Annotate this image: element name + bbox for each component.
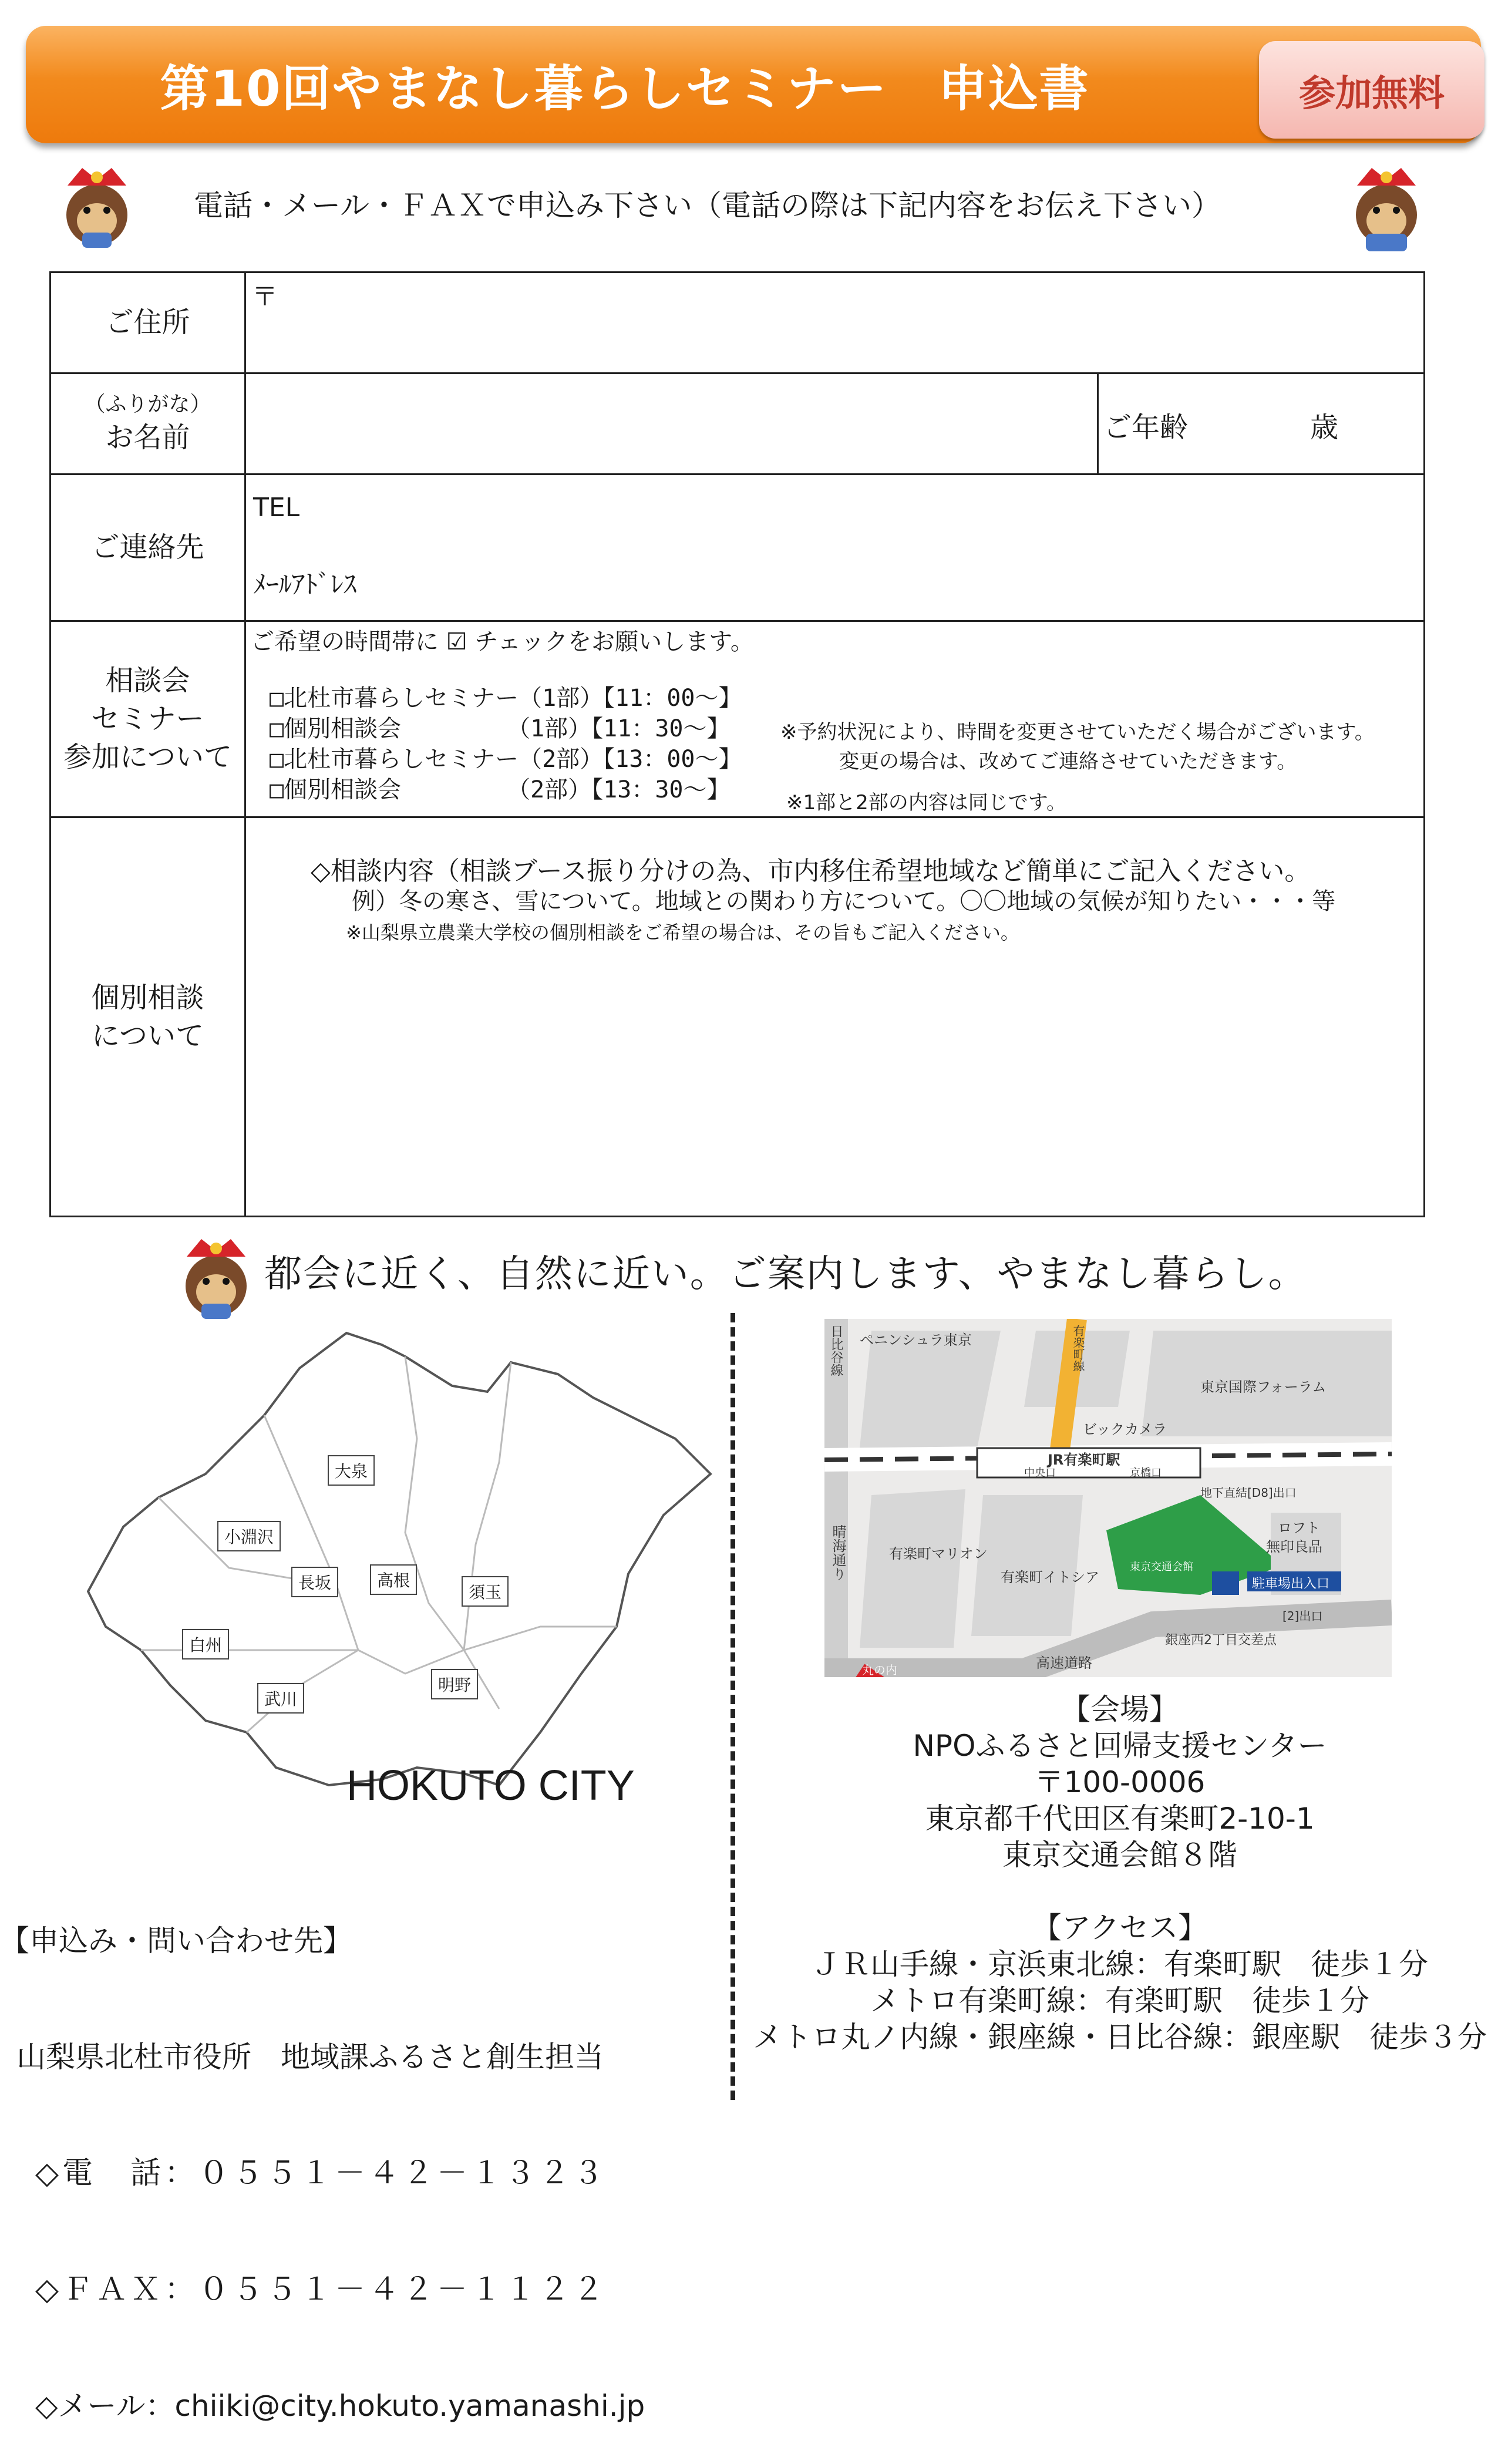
mascot-icon: [1348, 162, 1425, 256]
seminar-label: 相談会 セミナー 参加について: [51, 621, 245, 817]
map-label: [2]出口: [1282, 1609, 1323, 1623]
contact-field[interactable]: [245, 474, 1425, 621]
map-label: ペニンシュラ東京: [860, 1332, 972, 1348]
contact-label: ご連絡先: [51, 474, 245, 621]
mascot-icon: [59, 162, 135, 250]
postal-mark: 〒: [252, 282, 278, 312]
age-unit: 歳: [1310, 411, 1339, 444]
map-label: 有楽町マリオン: [889, 1546, 988, 1562]
age-field[interactable]: [1098, 373, 1425, 474]
consult-example: 例）冬の寒さ、雪について。地域との関わり方について。〇〇地域の気候が知りたい・・・等: [352, 888, 1336, 915]
district-label: 須玉: [462, 1576, 509, 1607]
checkbox-consult-1[interactable]: □個別相談会 （1部）【11：30～】: [270, 715, 731, 742]
map-label: 高速道路: [1036, 1655, 1092, 1671]
district-label: 小淵沢: [217, 1521, 281, 1551]
map-label: 駐車場出入口: [1252, 1577, 1330, 1591]
access-yurakucho-line: メトロ有楽町線：有楽町駅 徒歩１分: [870, 1984, 1369, 2018]
map-label: 地下直結[D8]出口: [1200, 1486, 1297, 1500]
access-jr: ＪＲ山手線・京浜東北線：有楽町駅 徒歩１分: [812, 1947, 1428, 1981]
consult-instruction: ◇相談内容（相談ブース振り分けの為、市内移住希望地域など簡単にご記入ください。: [311, 856, 1311, 886]
change-note: 変更の場合は、改めてご連絡させていただきます。: [839, 750, 1297, 773]
section-divider: [731, 1313, 735, 2100]
map-label: ビックカメラ: [1083, 1421, 1167, 1438]
venue-heading: 【会場】: [1061, 1692, 1179, 1726]
map-label: 晴海通り: [830, 1524, 846, 1581]
application-instruction: 電話・メール・ＦＡＸで申込み下さい（電話の際は下記内容をお伝え下さい）: [194, 188, 1221, 223]
map-label: 銀座西2丁目交差点: [1165, 1633, 1277, 1648]
free-badge: 参加無料: [1259, 41, 1484, 139]
name-label: （ふりがな） お名前: [51, 373, 245, 474]
seminar-instruction: ご希望の時間帯に ☑ チェックをお願いします。: [251, 628, 754, 655]
address-field[interactable]: [245, 272, 1425, 373]
district-label: 大泉: [328, 1455, 375, 1486]
schedule-note: ※予約状況により、時間を変更させていただく場合がございます。: [780, 721, 1375, 744]
district-label: 長坂: [291, 1567, 338, 1597]
age-label: ご年齢: [1103, 411, 1189, 444]
map-label: 中央口: [1024, 1467, 1056, 1479]
checkbox-seminar-2[interactable]: □北杜市暮らしセミナー（2部）【13：00～】: [270, 746, 742, 773]
map-label: JR有楽町駅: [1048, 1452, 1120, 1468]
map-label: 日比谷線: [829, 1325, 843, 1376]
slogan: 都会に近く、自然に近い。ご案内します、やまなし暮らし。: [264, 1253, 1307, 1296]
map-label: 無印良品: [1266, 1539, 1322, 1555]
tel-label: TEL: [253, 493, 300, 523]
venue-postal: 〒100-0006: [1034, 1765, 1206, 1799]
contact-info: [0, 1844, 645, 2464]
page-title: 第10回やまなし暮らしセミナー 申込書: [160, 59, 1090, 117]
contact-office: 山梨県北杜市役所 地域課ふるさと創生担当: [16, 2040, 604, 2074]
district-label: 武川: [257, 1683, 304, 1714]
district-label: 白州: [182, 1629, 229, 1660]
name-field[interactable]: [245, 373, 1098, 474]
application-form: [49, 271, 1423, 1216]
district-label: 明野: [431, 1669, 478, 1699]
venue-name: NPOふるさと回帰支援センター: [913, 1729, 1327, 1763]
consult-label: 個別相談 について: [51, 817, 245, 1217]
venue-address: 東京都千代田区有楽町2-10-1: [925, 1802, 1315, 1836]
hokuto-city-map: [53, 1321, 722, 1791]
header-banner: [26, 26, 1481, 143]
map-label: 東京国際フォーラム: [1200, 1379, 1327, 1395]
access-heading: 【アクセス】: [1032, 1911, 1208, 1945]
consult-field[interactable]: [245, 817, 1425, 1217]
email-label: ﾒｰﾙｱﾄﾞﾚｽ: [253, 570, 356, 600]
college-note: ※山梨県立農業大学校の個別相談をご希望の場合は、その旨もご記入ください。: [346, 921, 1019, 944]
seminar-field: [245, 621, 1425, 817]
contact-heading: 【申込み・問い合わせ先】: [0, 1924, 352, 1958]
contact-phone: ◇電 話：０５５１－４２－１３２３: [35, 2156, 607, 2191]
contact-email[interactable]: ◇メール：chiiki@city.hokuto.yamanashi.jp: [35, 2389, 645, 2423]
map-label: ロフト: [1278, 1520, 1320, 1536]
map-label: 東京交通会館: [1130, 1561, 1193, 1573]
map-label: 有楽町イトシア: [1001, 1569, 1099, 1586]
contact-fax: ◇ＦＡＸ：０５５１－４２－１１２２: [35, 2272, 607, 2307]
venue-building: 東京交通会館８階: [1002, 1838, 1237, 1872]
district-label: 高根: [370, 1564, 417, 1595]
venue-info: [741, 1691, 1498, 2055]
venue-map: [824, 1319, 1392, 1677]
checkbox-consult-2[interactable]: □個別相談会 （2部）【13：30～】: [270, 776, 731, 803]
same-content-note: ※1部と2部の内容は同じです。: [786, 791, 1067, 814]
map-label: 有楽町線: [1071, 1325, 1085, 1372]
checkbox-seminar-1[interactable]: □北杜市暮らしセミナー（1部）【11：00～】: [270, 685, 742, 712]
map-label: 丸の内: [862, 1663, 897, 1677]
address-label: ご住所: [51, 272, 245, 373]
map-label: 京橋口: [1130, 1467, 1162, 1479]
hokuto-city-title: HOKUTO CITY: [346, 1762, 635, 1809]
mascot-icon: [175, 1233, 257, 1321]
access-ginza: メトロ丸ノ内線・銀座線・日比谷線：銀座駅 徒歩３分: [753, 2020, 1487, 2054]
